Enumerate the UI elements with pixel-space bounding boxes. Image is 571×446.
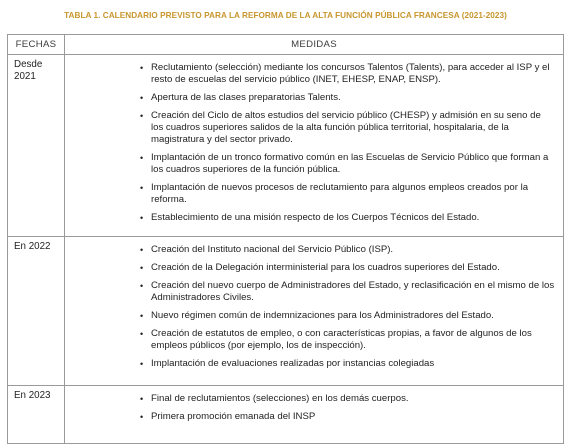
list-item [65,411,555,423]
header-medidas: MEDIDAS [65,35,564,55]
table-row [8,386,564,444]
list-item [65,152,555,176]
list-item [65,393,555,405]
row-measures [65,55,564,237]
measure-text: Implantación de evaluaciones realizadas por instancias colegiadas [151,358,435,369]
measure-text: Implantación de un tronco formativo común en las Escuelas de Servicio Público que forman a los cuadros superiores de la función pública. [151,152,549,175]
list-item [65,62,555,86]
bullet-icon: • [140,412,144,422]
measure-text: Final de reclutamientos (selecciones) en los demás cuerpos. [151,393,409,404]
bullet-icon: • [140,245,144,255]
bullet-icon: • [140,394,144,404]
row-date: En 2023 [8,386,65,444]
measure-text: Implantación de nuevos procesos de reclutamiento para algunos empleos creados por la reforma. [151,182,529,205]
measures-list [65,62,555,224]
table-header-row [8,35,564,55]
list-item [65,262,555,274]
measure-text: Apertura de las clases preparatorias Talents. [151,92,341,103]
row-date: Desde 2021 [8,55,65,237]
list-item [65,110,555,146]
list-item [65,328,555,352]
list-item [65,310,555,322]
measure-text: Nuevo régimen común de indemnizaciones para los Administradores del Estado. [151,310,494,321]
measure-text: Creación del Instituto nacional del Servicio Público (ISP). [151,244,394,255]
bullet-icon: • [140,311,144,321]
bullet-icon: • [140,93,144,103]
table-title: TABLA 1. CALENDARIO PREVISTO PARA LA REFORMA DE LA ALTA FUNCIÓN PÚBLICA FRANCESA (2021-2023) [64,11,507,20]
list-item [65,182,555,206]
calendar-table [7,34,564,444]
table-row [8,55,564,237]
measures-list [65,244,555,370]
measure-text: Reclutamiento (selección) mediante los concursos Talentos (Talents), para acceder al ISP y el resto de escuelas del servicio público (INET, EHESP, ENAP, ENSP). [151,62,550,85]
bullet-icon: • [140,183,144,193]
header-fechas: FECHAS [8,35,65,55]
list-item [65,212,555,224]
list-item [65,92,555,104]
bullet-icon: • [140,263,144,273]
measure-text: Establecimiento de una misión respecto de los Cuerpos Técnicos del Estado. [151,212,480,223]
bullet-icon: • [140,63,144,73]
measure-text: Creación de estatutos de empleo, o con características propias, a favor de algunos de los empleos públicos (por ejemplo, los de inspección). [151,328,532,351]
bullet-icon: • [140,153,144,163]
row-measures [65,237,564,386]
bullet-icon: • [140,329,144,339]
measure-text: Creación de la Delegación interministerial para los cuadros superiores del Estado. [151,262,500,273]
bullet-icon: • [140,213,144,223]
bullet-icon: • [140,281,144,291]
list-item [65,358,555,370]
row-date: En 2022 [8,237,65,386]
row-measures [65,386,564,444]
bullet-icon: • [140,359,144,369]
measure-text: Creación del nuevo cuerpo de Administradores del Estado, y reclasificación en el mismo de los Administradores Civiles. [151,280,555,303]
list-item [65,244,555,256]
table-row [8,237,564,386]
measures-list [65,393,555,423]
bullet-icon: • [140,111,144,121]
measure-text: Creación del Ciclo de altos estudios del servicio público (CHESP) y admisión en su seno de los cuadros superiores salidos de la alta función pública territorial, hospitalaria, de la magistratura y del sector privado. [151,110,541,145]
list-item [65,280,555,304]
measure-text: Primera promoción emanada del INSP [151,411,316,422]
